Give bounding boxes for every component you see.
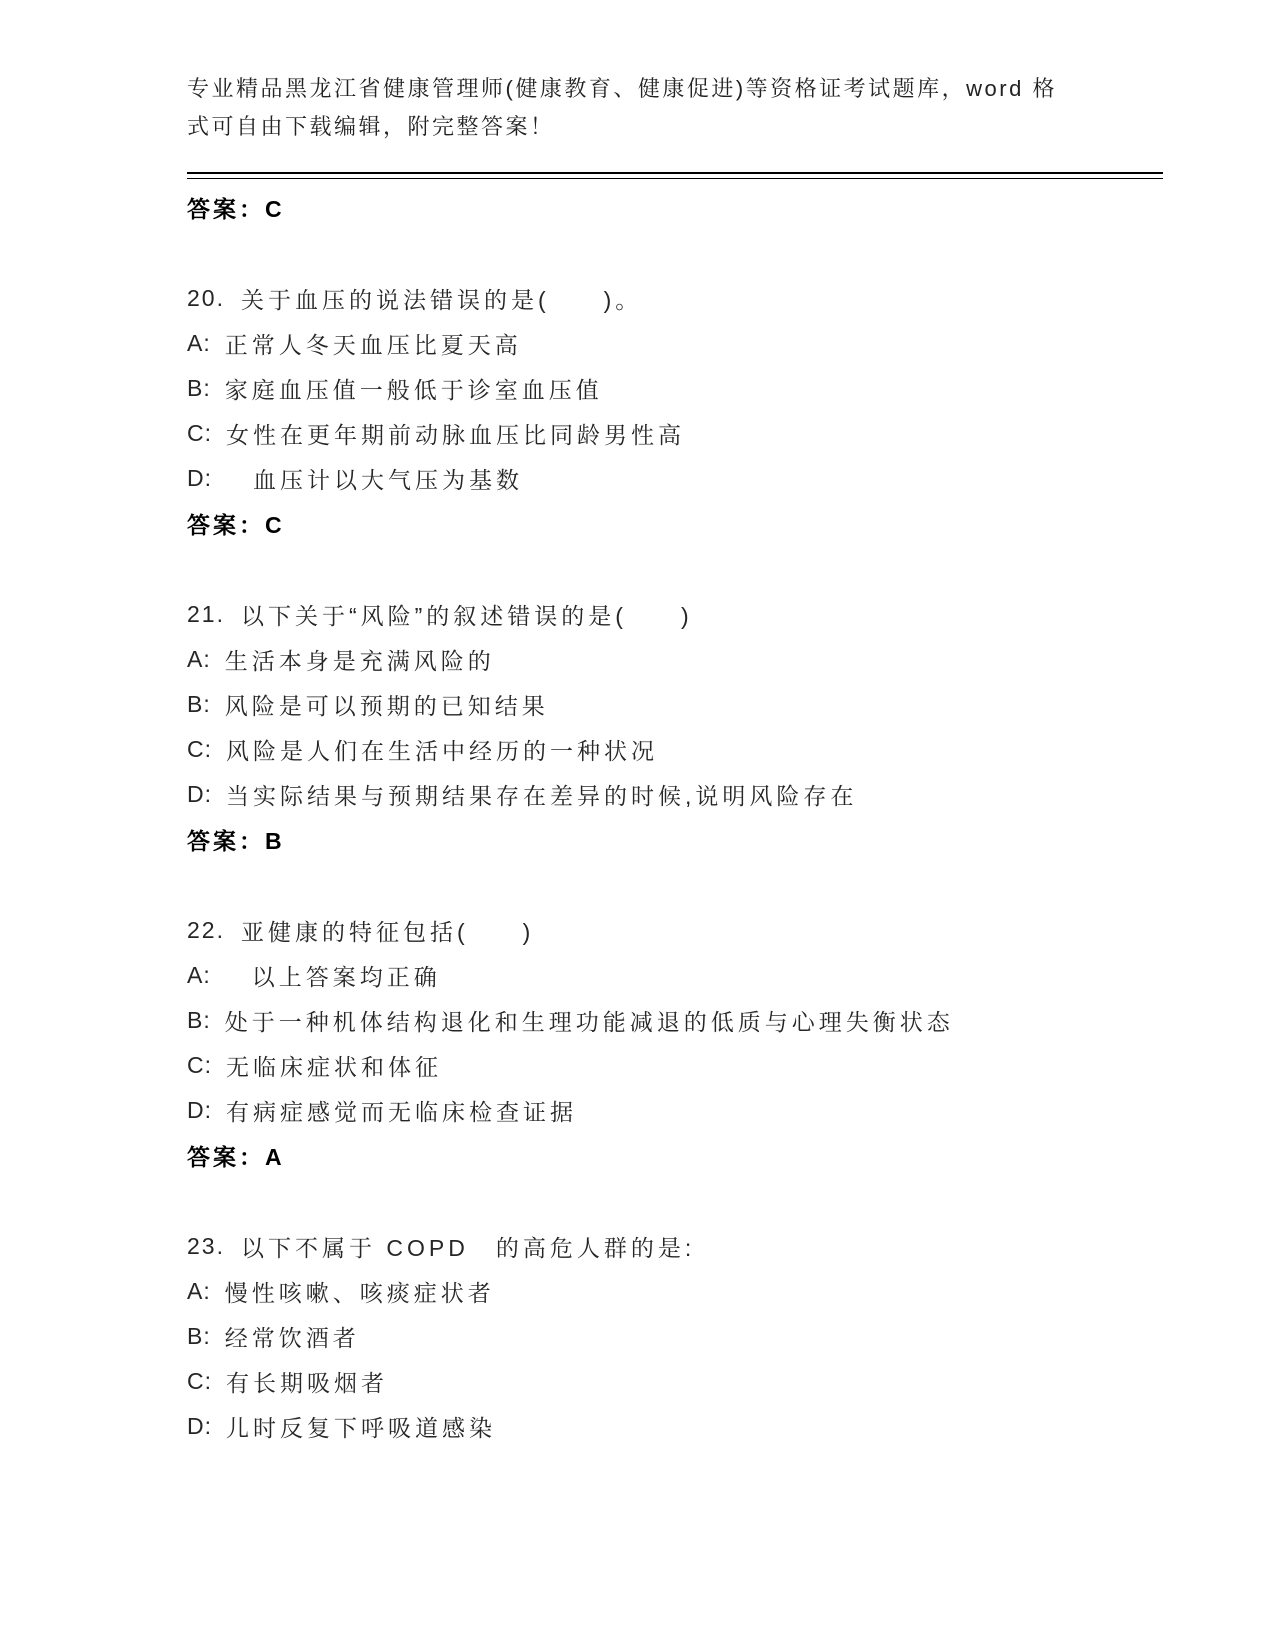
option-label: D: <box>187 1413 212 1439</box>
promo-header-line-2: 式可自由下载编辑，附完整答案！ <box>187 114 555 139</box>
promo-header <box>187 70 1163 146</box>
question-23 <box>187 1224 1163 1449</box>
option-label: D: <box>187 465 212 491</box>
option-label: A: <box>187 962 211 988</box>
option-row <box>187 411 1163 456</box>
option-text: 有长期吸烟者 <box>226 1370 388 1396</box>
option-label: A: <box>187 1278 211 1304</box>
option-label: B: <box>187 375 211 401</box>
answer-line: 答案：A <box>187 1144 285 1170</box>
question-title-row <box>187 908 1163 953</box>
question-number: 23. <box>187 1233 225 1259</box>
option-row <box>187 366 1163 411</box>
option-text: 生活本身是充满风险的 <box>224 648 495 674</box>
option-text: 女性在更年期前动脉血压比同龄男性高 <box>226 422 685 448</box>
question-title: 以下不属于 COPD 的高危人群的是: <box>240 1235 696 1261</box>
option-label: C: <box>187 1052 212 1078</box>
option-text: 无临床症状和体征 <box>226 1054 442 1080</box>
option-label: A: <box>187 330 211 356</box>
option-row <box>187 953 1163 998</box>
header-divider <box>187 172 1163 179</box>
option-text: 当实际结果与预期结果存在差异的时候,说明风险存在 <box>226 783 858 809</box>
option-text: 家庭血压值一般低于诊室血压值 <box>224 377 603 403</box>
answer-line: 答案：B <box>187 828 285 854</box>
option-label: B: <box>187 691 211 717</box>
option-text: 以上答案均正确 <box>224 964 441 990</box>
option-row <box>187 772 1163 817</box>
question-title: 关于血压的说法错误的是( )。 <box>240 287 643 313</box>
answer-line: 答案：C <box>187 196 285 222</box>
answer-line: 答案：C <box>187 512 285 538</box>
option-label: D: <box>187 1097 212 1123</box>
option-label: C: <box>187 1368 212 1394</box>
question-number: 21. <box>187 601 225 627</box>
option-text: 血压计以大气压为基数 <box>226 467 523 493</box>
option-text: 处于一种机体结构退化和生理功能减退的低质与心理失衡状态 <box>224 1009 954 1035</box>
question-title: 亚健康的特征包括( ) <box>240 919 535 945</box>
question-title-row <box>187 276 1163 321</box>
option-row <box>187 998 1163 1043</box>
option-label: A: <box>187 646 211 672</box>
option-row <box>187 456 1163 501</box>
question-20 <box>187 276 1163 546</box>
option-row <box>187 727 1163 772</box>
option-text: 风险是人们在生活中经历的一种状况 <box>226 738 658 764</box>
question-21 <box>187 592 1163 862</box>
option-row <box>187 637 1163 682</box>
option-text: 风险是可以预期的已知结果 <box>224 693 549 719</box>
question-title: 以下关于“风险”的叙述错误的是( ) <box>240 603 693 629</box>
option-row <box>187 1043 1163 1088</box>
option-row <box>187 682 1163 727</box>
option-row <box>187 1359 1163 1404</box>
promo-header-line-1: 专业精品黑龙江省健康管理师(健康教育、健康促进)等资格证考试题库，word 格 <box>187 76 1057 101</box>
option-text: 经常饮酒者 <box>224 1325 360 1351</box>
option-label: D: <box>187 781 212 807</box>
option-label: C: <box>187 736 212 762</box>
question-number: 22. <box>187 917 225 943</box>
question-number: 20. <box>187 285 225 311</box>
option-label: B: <box>187 1007 211 1033</box>
option-text: 有病症感觉而无临床检查证据 <box>226 1099 577 1125</box>
question-title-row <box>187 1224 1163 1269</box>
option-row <box>187 1269 1163 1314</box>
option-label: C: <box>187 420 212 446</box>
option-row <box>187 321 1163 366</box>
option-label: B: <box>187 1323 211 1349</box>
option-text: 慢性咳嗽、咳痰症状者 <box>224 1280 495 1306</box>
option-text: 正常人冬天血压比夏天高 <box>224 332 522 358</box>
question-22 <box>187 908 1163 1178</box>
option-row <box>187 1404 1163 1449</box>
question-title-row <box>187 592 1163 637</box>
option-text: 儿时反复下呼吸道感染 <box>226 1415 496 1441</box>
option-row <box>187 1314 1163 1359</box>
option-row <box>187 1088 1163 1133</box>
